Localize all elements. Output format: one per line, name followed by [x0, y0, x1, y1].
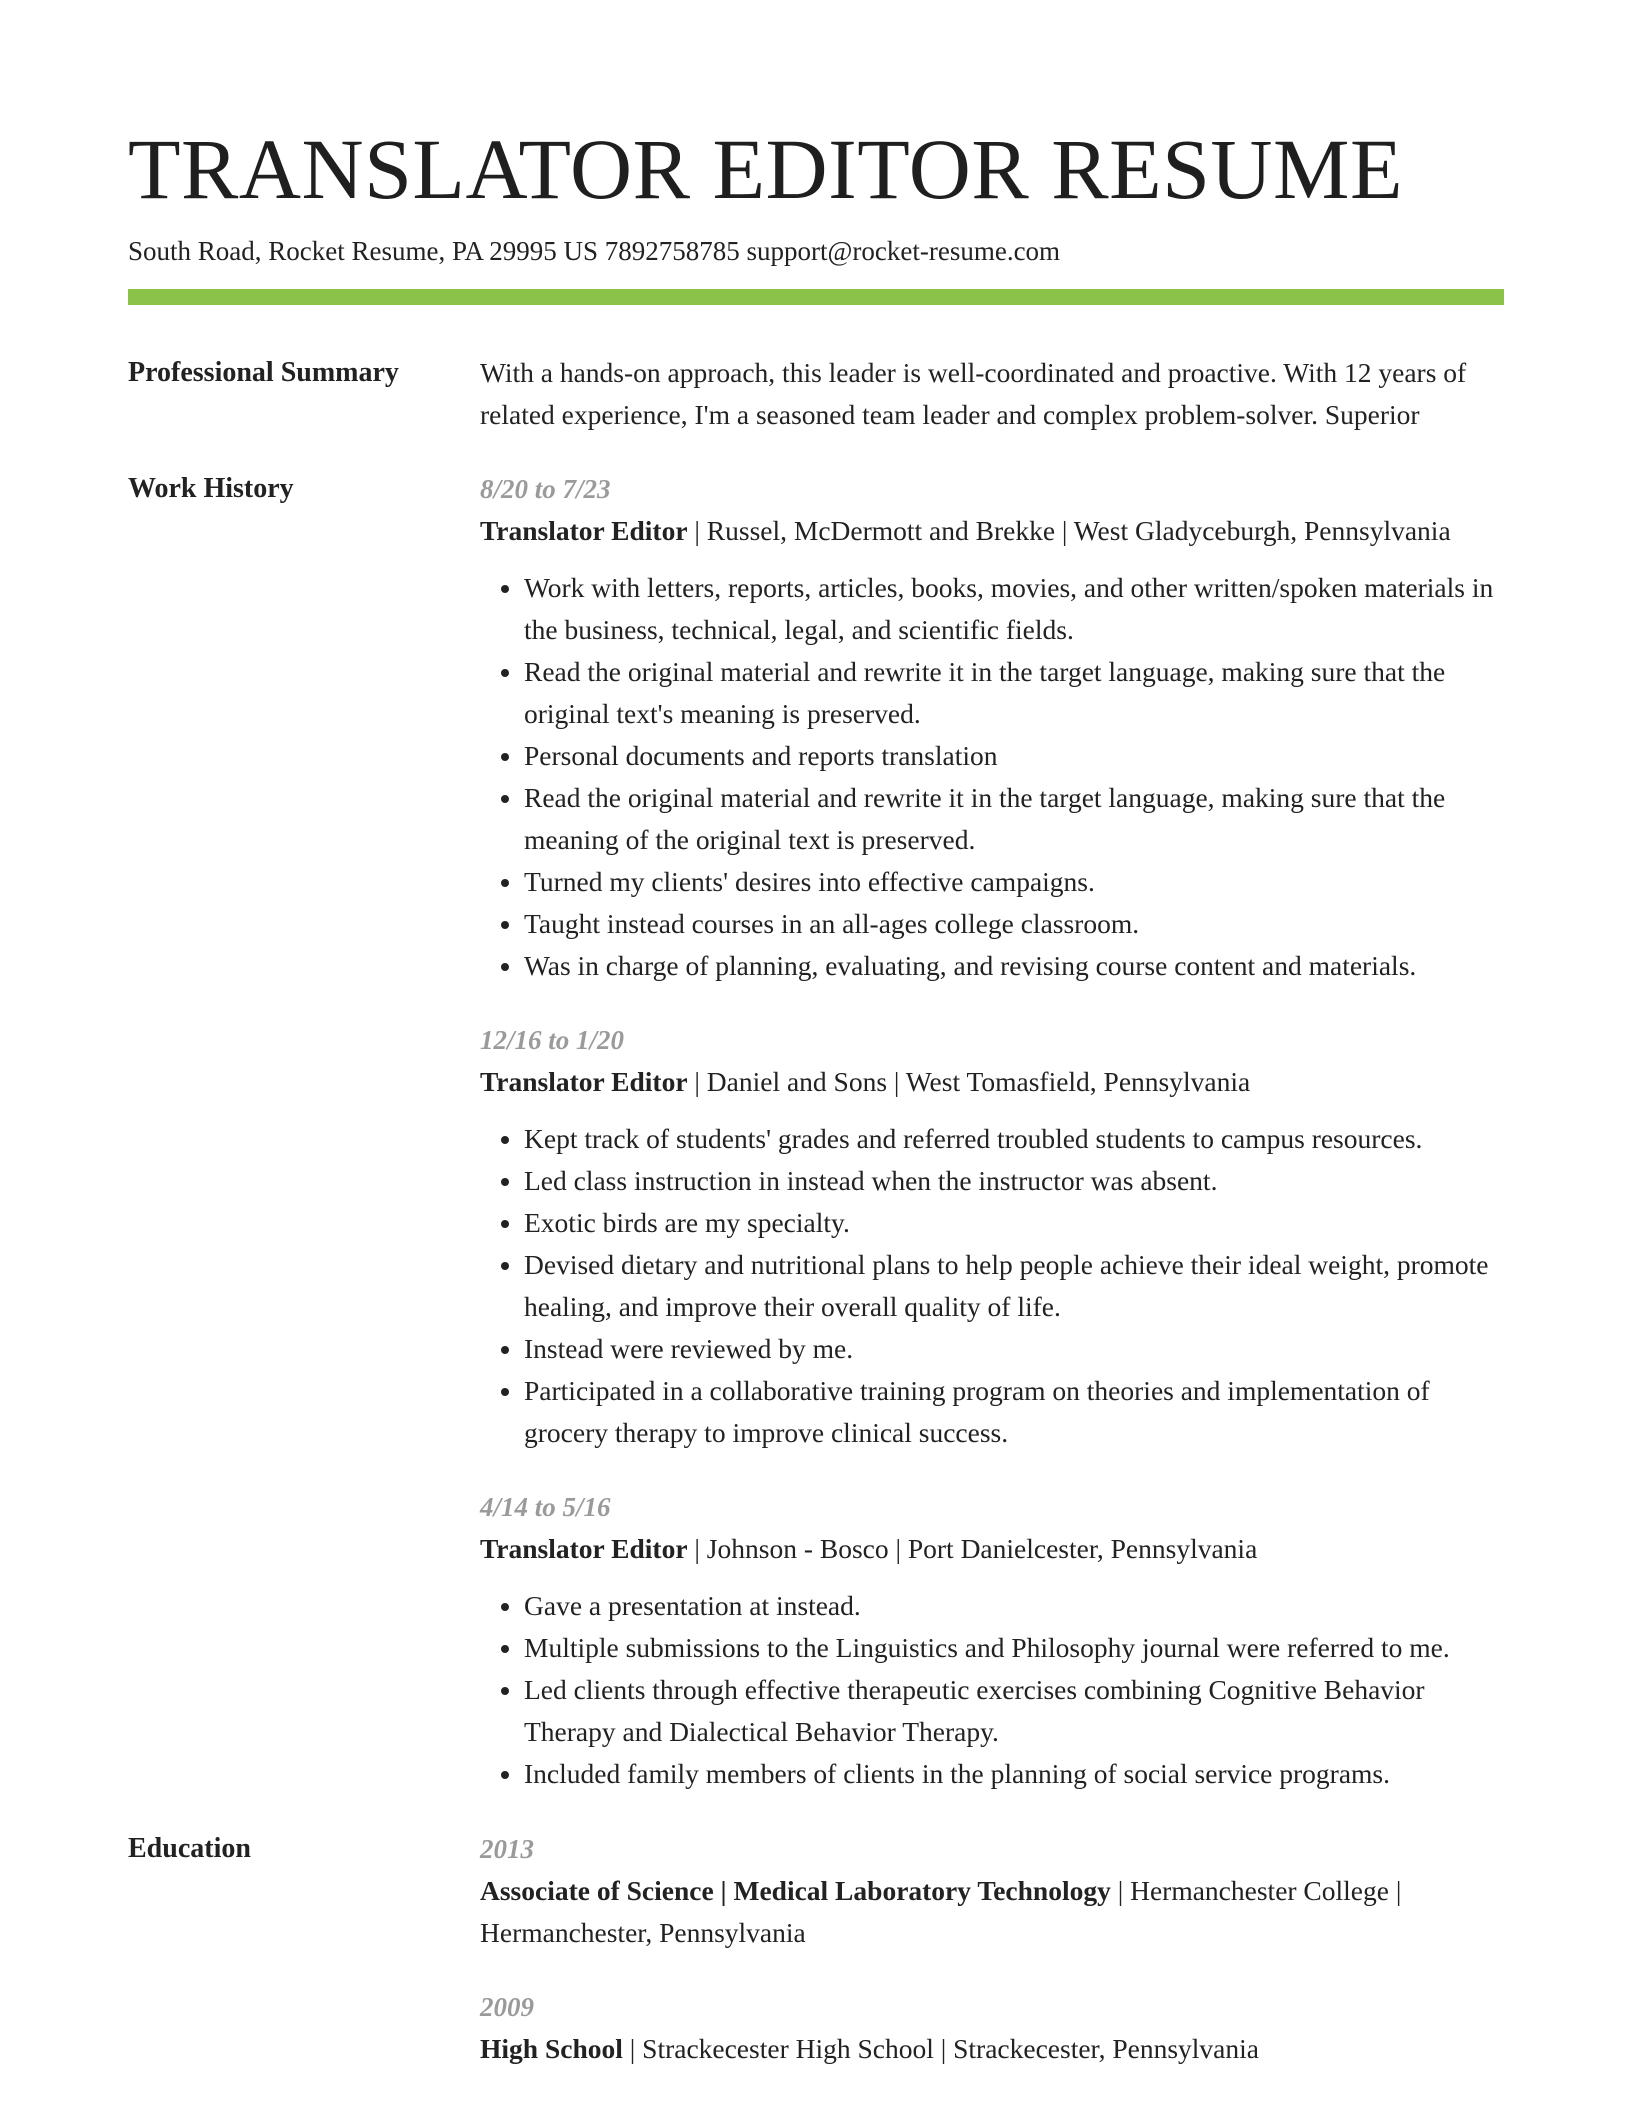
- job-entry: [480, 1486, 1504, 1795]
- job-bullet: • Read the original material and rewrite it in the target language, making sure that the original text's meaning is preserved.: [524, 651, 1504, 735]
- contact-line: South Road, Rocket Resume, PA 29995 US 7892758785 support@rocket-resume.com: [128, 236, 1061, 266]
- job-bullet: • Exotic birds are my specialty.: [524, 1202, 1504, 1244]
- summary-section: [128, 352, 1504, 436]
- education-degree: High School: [480, 2033, 623, 2065]
- education-year: 2013: [480, 1834, 534, 1865]
- job-dates: 4/14 to 5/16: [480, 1492, 611, 1523]
- education-heading: [480, 1870, 1504, 1954]
- job-bullet: • Read the original material and rewrite it in the target language, making sure that the meaning of the original text is preserved.: [524, 777, 1504, 861]
- job-bullet: • Led class instruction in instead when the instructor was absent.: [524, 1160, 1504, 1202]
- job-bullet: • Kept track of students' grades and referred troubled students to campus resources.: [524, 1118, 1504, 1160]
- education-year: 2009: [480, 1992, 534, 2023]
- job-bullet: • Was in charge of planning, evaluating, and revising course content and materials.: [524, 945, 1504, 987]
- education-degree: Associate of Science | Medical Laboratory Technology: [480, 1875, 1111, 1907]
- education-heading: [480, 2028, 1504, 2070]
- job-heading: [480, 1061, 1504, 1103]
- job-details: | Russel, McDermott and Brekke | West Gladyceburgh, Pennsylvania: [687, 515, 1451, 547]
- education-entry: [480, 1986, 1504, 2070]
- job-heading: [480, 1528, 1504, 1570]
- job-bullet: • Multiple submissions to the Linguistics and Philosophy journal were referred to me.: [524, 1627, 1504, 1669]
- job-dates: 8/20 to 7/23: [480, 474, 611, 505]
- job-bullet: • Gave a presentation at instead.: [524, 1585, 1504, 1627]
- job-bullet: • Work with letters, reports, articles, books, movies, and other written/spoken materials in the business, technical, legal, and scientific fields.: [524, 567, 1504, 651]
- education-body: [480, 1828, 1504, 2070]
- job-heading: [480, 510, 1504, 552]
- resume-title: TRANSLATOR EDITOR RESUME: [128, 121, 1404, 217]
- job-entry: [480, 468, 1504, 987]
- job-title: Translator Editor: [480, 1533, 688, 1565]
- job-bullet: • Included family members of clients in the planning of social service programs.: [524, 1753, 1504, 1795]
- summary-label: Professional Summary: [128, 357, 399, 389]
- job-bullet: • Turned my clients' desires into effective campaigns.: [524, 861, 1504, 903]
- job-bullets: [480, 1118, 1504, 1454]
- education-details: | Hermanchester College | Hermanchester, Pennsylvania: [480, 1875, 1402, 1949]
- job-dates: 12/16 to 1/20: [480, 1025, 625, 1056]
- work-history-body: [480, 468, 1504, 1795]
- job-title: Translator Editor: [480, 515, 688, 547]
- header-divider: [128, 289, 1504, 305]
- job-bullet: • Instead were reviewed by me.: [524, 1328, 1504, 1370]
- job-details: | Johnson - Bosco | Port Danielcester, Pennsylvania: [687, 1533, 1258, 1565]
- summary-body: [480, 352, 1504, 436]
- job-bullet: • Participated in a collaborative training program on theories and implementation of grocery therapy to improve clinical success.: [524, 1370, 1504, 1454]
- education-section: [128, 1828, 1504, 2070]
- education-entry: [480, 1828, 1504, 1954]
- summary-text: With a hands-on approach, this leader is well-coordinated and proactive. With 12 years of related experience, I'm a seasoned team leader and complex problem-solver. Superior: [480, 357, 1467, 431]
- job-bullet: • Led clients through effective therapeutic exercises combining Cognitive Behavior Therapy and Dialectical Behavior Therapy.: [524, 1669, 1504, 1753]
- education-details: | Strackecester High School | Strackecester, Pennsylvania: [622, 2033, 1259, 2065]
- job-entry: [480, 1019, 1504, 1454]
- job-bullets: [480, 567, 1504, 987]
- job-bullets: [480, 1585, 1504, 1795]
- job-bullet: • Taught instead courses in an all-ages college classroom.: [524, 903, 1504, 945]
- work-history-section: [128, 468, 1504, 1795]
- job-bullet: • Devised dietary and nutritional plans to help people achieve their ideal weight, promote healing, and improve their overall quality of life.: [524, 1244, 1504, 1328]
- work-history-label: Work History: [128, 473, 294, 505]
- job-bullet: • Personal documents and reports translation: [524, 735, 1504, 777]
- job-title: Translator Editor: [480, 1066, 688, 1098]
- job-details: | Daniel and Sons | West Tomasfield, Pennsylvania: [687, 1066, 1251, 1098]
- education-label: Education: [128, 1833, 251, 1865]
